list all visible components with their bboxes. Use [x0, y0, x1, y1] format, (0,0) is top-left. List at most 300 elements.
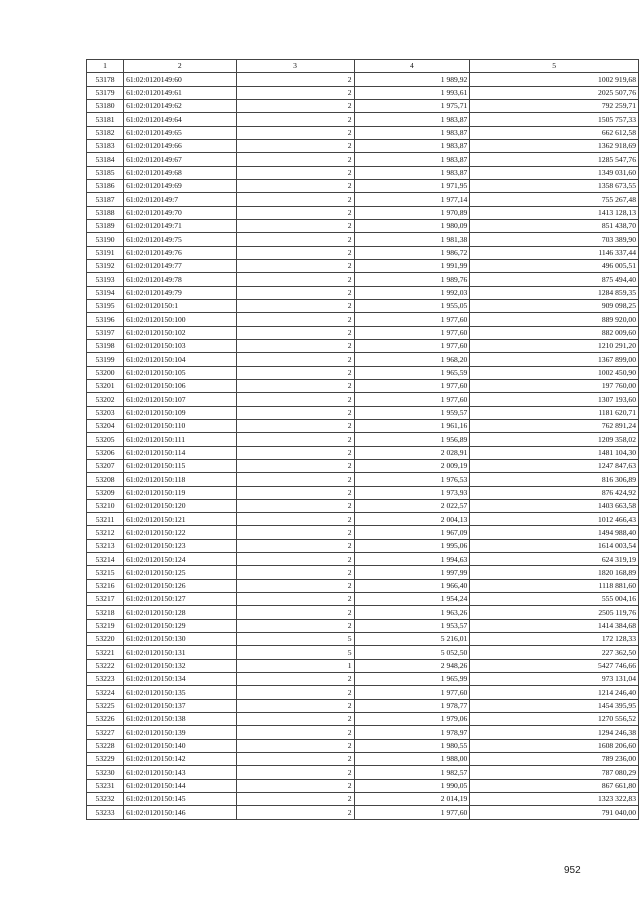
column-3-value-cell: 2: [236, 513, 354, 526]
column-4-value-cell: 1 997,99: [354, 566, 470, 579]
row-number-cell: 53232: [87, 793, 124, 806]
cadastral-number-cell: 61:02:0120150:105: [124, 366, 236, 379]
column-5-value-cell: 1118 881,60: [470, 579, 639, 592]
column-4-value-cell: 1 977,60: [354, 313, 470, 326]
cadastral-number-cell: 61:02:0120149:77: [124, 259, 236, 272]
table-row: [87, 579, 639, 592]
table-row: [87, 659, 639, 672]
row-number-cell: 53220: [87, 633, 124, 646]
column-5-value-cell: 1608 206,60: [470, 739, 639, 752]
cadastral-number-cell: 61:02:0120149:65: [124, 126, 236, 139]
table-body: [87, 73, 639, 819]
column-5-value-cell: 851 438,70: [470, 219, 639, 232]
row-number-cell: 53204: [87, 419, 124, 432]
row-number-cell: 53179: [87, 86, 124, 99]
cadastral-number-cell: 61:02:0120149:61: [124, 86, 236, 99]
column-3-value-cell: 2: [236, 753, 354, 766]
row-number-cell: 53194: [87, 286, 124, 299]
column-3-value-cell: 2: [236, 86, 354, 99]
column-3-value-cell: 2: [236, 593, 354, 606]
row-number-cell: 53200: [87, 366, 124, 379]
table-row: [87, 619, 639, 632]
column-5-value-cell: 1270 556,52: [470, 713, 639, 726]
column-3-value-cell: 2: [236, 539, 354, 552]
row-number-cell: 53231: [87, 779, 124, 792]
column-4-value-cell: 1 995,06: [354, 539, 470, 552]
cadastral-number-cell: 61:02:0120149:7: [124, 193, 236, 206]
column-5-value-cell: 1210 291,20: [470, 339, 639, 352]
column-3-value-cell: 2: [236, 459, 354, 472]
table-row: [87, 406, 639, 419]
cadastral-number-cell: 61:02:0120150:145: [124, 793, 236, 806]
table-row: [87, 753, 639, 766]
column-5-value-cell: 816 306,89: [470, 473, 639, 486]
row-number-cell: 53186: [87, 179, 124, 192]
table-row: [87, 446, 639, 459]
cadastral-number-cell: 61:02:0120150:139: [124, 726, 236, 739]
column-5-value-cell: 197 760,00: [470, 379, 639, 392]
cadastral-number-cell: 61:02:0120150:124: [124, 553, 236, 566]
column-4-value-cell: 1 986,72: [354, 246, 470, 259]
column-4-value-cell: 1 983,87: [354, 166, 470, 179]
column-4-value-cell: 1 966,40: [354, 579, 470, 592]
cadastral-number-cell: 61:02:0120150:130: [124, 633, 236, 646]
table-row: [87, 499, 639, 512]
column-3-value-cell: 1: [236, 659, 354, 672]
column-3-value-cell: 2: [236, 286, 354, 299]
row-number-cell: 53211: [87, 513, 124, 526]
column-3-value-cell: 2: [236, 299, 354, 312]
column-5-value-cell: 1214 246,40: [470, 686, 639, 699]
column-5-value-cell: 1820 168,89: [470, 566, 639, 579]
header-row: [87, 60, 639, 73]
table-header: [87, 60, 639, 73]
column-5-value-cell: 1146 337,44: [470, 246, 639, 259]
row-number-cell: 53190: [87, 233, 124, 246]
column-4-value-cell: 1 955,05: [354, 299, 470, 312]
cadastral-number-cell: 61:02:0120150:118: [124, 473, 236, 486]
cadastral-number-cell: 61:02:0120149:64: [124, 113, 236, 126]
column-4-value-cell: 1 965,99: [354, 673, 470, 686]
cadastral-number-cell: 61:02:0120150:102: [124, 326, 236, 339]
table-row: [87, 326, 639, 339]
table-row: [87, 139, 639, 152]
column-4-value-cell: 1 978,77: [354, 699, 470, 712]
column-3-value-cell: 2: [236, 126, 354, 139]
table-row: [87, 526, 639, 539]
row-number-cell: 53184: [87, 153, 124, 166]
cadastral-number-cell: 61:02:0120149:68: [124, 166, 236, 179]
row-number-cell: 53189: [87, 219, 124, 232]
row-number-cell: 53222: [87, 659, 124, 672]
cadastral-number-cell: 61:02:0120150:143: [124, 766, 236, 779]
column-3-value-cell: 2: [236, 233, 354, 246]
column-5-value-cell: 1307 193,60: [470, 393, 639, 406]
column-4-value-cell: 1 983,87: [354, 126, 470, 139]
row-number-cell: 53201: [87, 379, 124, 392]
column-5-value-cell: 792 259,71: [470, 99, 639, 112]
table-row: [87, 286, 639, 299]
row-number-cell: 53219: [87, 619, 124, 632]
cadastral-number-cell: 61:02:0120150:132: [124, 659, 236, 672]
column-5-value-cell: 889 920,00: [470, 313, 639, 326]
row-number-cell: 53221: [87, 646, 124, 659]
cadastral-number-cell: 61:02:0120150:123: [124, 539, 236, 552]
column-4-value-cell: 1 977,60: [354, 686, 470, 699]
column-3-value-cell: 2: [236, 499, 354, 512]
table-row: [87, 113, 639, 126]
column-4-value-cell: 1 970,89: [354, 206, 470, 219]
table-row: [87, 273, 639, 286]
column-5-value-cell: 703 389,90: [470, 233, 639, 246]
row-number-cell: 53188: [87, 206, 124, 219]
column-5-value-cell: 1349 031,60: [470, 166, 639, 179]
cadastral-number-cell: 61:02:0120150:140: [124, 739, 236, 752]
column-4-value-cell: 1 965,59: [354, 366, 470, 379]
column-3-value-cell: 2: [236, 339, 354, 352]
column-3-value-cell: 2: [236, 686, 354, 699]
cadastral-number-cell: 61:02:0120150:111: [124, 433, 236, 446]
column-3-value-cell: 2: [236, 579, 354, 592]
column-4-value-cell: 2 022,57: [354, 499, 470, 512]
column-3-value-cell: 5: [236, 646, 354, 659]
row-number-cell: 53226: [87, 713, 124, 726]
column-4-value-cell: 1 981,38: [354, 233, 470, 246]
column-5-value-cell: 1454 395,95: [470, 699, 639, 712]
column-5-value-cell: 172 128,33: [470, 633, 639, 646]
row-number-cell: 53192: [87, 259, 124, 272]
column-4-value-cell: 1 977,60: [354, 326, 470, 339]
table-row: [87, 766, 639, 779]
data-table: [86, 59, 639, 820]
column-4-value-cell: 1 977,60: [354, 379, 470, 392]
column-5-value-cell: 1209 358,02: [470, 433, 639, 446]
column-5-value-cell: 1012 466,43: [470, 513, 639, 526]
row-number-cell: 53207: [87, 459, 124, 472]
column-4-value-cell: 1 988,00: [354, 753, 470, 766]
row-number-cell: 53206: [87, 446, 124, 459]
column-4-value-cell: 1 973,93: [354, 486, 470, 499]
table-row: [87, 366, 639, 379]
column-4-value-cell: 1 990,05: [354, 779, 470, 792]
column-5-value-cell: 1481 104,30: [470, 446, 639, 459]
column-3-value-cell: 2: [236, 259, 354, 272]
table-row: [87, 593, 639, 606]
cadastral-number-cell: 61:02:0120150:146: [124, 806, 236, 819]
table-row: [87, 193, 639, 206]
table-row: [87, 126, 639, 139]
table-row: [87, 179, 639, 192]
cadastral-number-cell: 61:02:0120150:121: [124, 513, 236, 526]
row-number-cell: 53182: [87, 126, 124, 139]
column-3-value-cell: 2: [236, 326, 354, 339]
table-row: [87, 233, 639, 246]
column-5-value-cell: 1614 003,54: [470, 539, 639, 552]
column-5-value-cell: 496 005,51: [470, 259, 639, 272]
column-4-value-cell: 2 948,26: [354, 659, 470, 672]
column-5-value-cell: 1362 918,69: [470, 139, 639, 152]
column-4-value-cell: 1 963,26: [354, 606, 470, 619]
table-row: [87, 433, 639, 446]
table-row: [87, 486, 639, 499]
row-number-cell: 53180: [87, 99, 124, 112]
column-5-value-cell: 662 612,58: [470, 126, 639, 139]
row-number-cell: 53225: [87, 699, 124, 712]
column-4-value-cell: 1 977,60: [354, 806, 470, 819]
cadastral-number-cell: 61:02:0120149:70: [124, 206, 236, 219]
table-row: [87, 393, 639, 406]
cadastral-number-cell: 61:02:0120150:134: [124, 673, 236, 686]
table-row: [87, 219, 639, 232]
column-3-value-cell: 2: [236, 113, 354, 126]
column-4-value-cell: 2 014,19: [354, 793, 470, 806]
row-number-cell: 53208: [87, 473, 124, 486]
cadastral-number-cell: 61:02:0120150:144: [124, 779, 236, 792]
column-4-value-cell: 1 983,87: [354, 113, 470, 126]
column-5-value-cell: 1413 128,13: [470, 206, 639, 219]
column-3-value-cell: 2: [236, 273, 354, 286]
column-4-value-cell: 1 980,55: [354, 739, 470, 752]
row-number-cell: 53224: [87, 686, 124, 699]
column-5-value-cell: 1414 384,68: [470, 619, 639, 632]
column-5-value-cell: 791 040,00: [470, 806, 639, 819]
cadastral-number-cell: 61:02:0120149:75: [124, 233, 236, 246]
header-cell-5: 5: [470, 60, 639, 73]
column-3-value-cell: 2: [236, 99, 354, 112]
row-number-cell: 53210: [87, 499, 124, 512]
row-number-cell: 53187: [87, 193, 124, 206]
column-5-value-cell: 624 319,19: [470, 553, 639, 566]
column-4-value-cell: 2 028,91: [354, 446, 470, 459]
row-number-cell: 53230: [87, 766, 124, 779]
cadastral-number-cell: 61:02:0120150:126: [124, 579, 236, 592]
column-3-value-cell: 2: [236, 699, 354, 712]
column-3-value-cell: 2: [236, 713, 354, 726]
column-5-value-cell: 1323 322,83: [470, 793, 639, 806]
column-3-value-cell: 2: [236, 486, 354, 499]
column-4-value-cell: 5 216,01: [354, 633, 470, 646]
column-3-value-cell: 2: [236, 806, 354, 819]
column-3-value-cell: 2: [236, 433, 354, 446]
cadastral-number-cell: 61:02:0120150:120: [124, 499, 236, 512]
table-row: [87, 566, 639, 579]
table-row: [87, 806, 639, 819]
row-number-cell: 53214: [87, 553, 124, 566]
column-5-value-cell: 789 236,00: [470, 753, 639, 766]
header-cell-1: 1: [87, 60, 124, 73]
table-row: [87, 313, 639, 326]
cadastral-number-cell: 61:02:0120149:67: [124, 153, 236, 166]
table-row: [87, 539, 639, 552]
cadastral-number-cell: 61:02:0120150:115: [124, 459, 236, 472]
column-4-value-cell: 1 977,60: [354, 339, 470, 352]
table-row: [87, 699, 639, 712]
cadastral-number-cell: 61:02:0120150:138: [124, 713, 236, 726]
column-4-value-cell: 5 052,50: [354, 646, 470, 659]
column-3-value-cell: 2: [236, 793, 354, 806]
row-number-cell: 53178: [87, 73, 124, 86]
cadastral-number-cell: 61:02:0120150:128: [124, 606, 236, 619]
row-number-cell: 53197: [87, 326, 124, 339]
column-5-value-cell: 1285 547,76: [470, 153, 639, 166]
column-4-value-cell: 2 004,13: [354, 513, 470, 526]
row-number-cell: 53228: [87, 739, 124, 752]
cadastral-number-cell: 61:02:0120149:62: [124, 99, 236, 112]
column-5-value-cell: 227 362,50: [470, 646, 639, 659]
column-3-value-cell: 2: [236, 726, 354, 739]
column-3-value-cell: 2: [236, 619, 354, 632]
column-4-value-cell: 1 993,61: [354, 86, 470, 99]
row-number-cell: 53199: [87, 353, 124, 366]
column-3-value-cell: 2: [236, 446, 354, 459]
table-row: [87, 686, 639, 699]
table-row: [87, 73, 639, 86]
row-number-cell: 53212: [87, 526, 124, 539]
column-4-value-cell: 1 994,63: [354, 553, 470, 566]
column-4-value-cell: 1 983,87: [354, 153, 470, 166]
column-4-value-cell: 2 009,19: [354, 459, 470, 472]
column-3-value-cell: 2: [236, 379, 354, 392]
column-3-value-cell: 2: [236, 179, 354, 192]
column-3-value-cell: 2: [236, 366, 354, 379]
column-5-value-cell: 555 004,16: [470, 593, 639, 606]
column-3-value-cell: 2: [236, 553, 354, 566]
column-5-value-cell: 1294 246,38: [470, 726, 639, 739]
cadastral-number-cell: 61:02:0120149:69: [124, 179, 236, 192]
column-3-value-cell: 2: [236, 473, 354, 486]
table-row: [87, 246, 639, 259]
cadastral-number-cell: 61:02:0120150:104: [124, 353, 236, 366]
header-cell-4: 4: [354, 60, 470, 73]
header-cell-3: 3: [236, 60, 354, 73]
row-number-cell: 53185: [87, 166, 124, 179]
column-4-value-cell: 1 968,20: [354, 353, 470, 366]
column-4-value-cell: 1 979,06: [354, 713, 470, 726]
cadastral-number-cell: 61:02:0120150:1: [124, 299, 236, 312]
column-3-value-cell: 2: [236, 153, 354, 166]
cadastral-number-cell: 61:02:0120150:142: [124, 753, 236, 766]
cadastral-number-cell: 61:02:0120150:129: [124, 619, 236, 632]
table-row: [87, 646, 639, 659]
table-row: [87, 633, 639, 646]
column-4-value-cell: 1 980,09: [354, 219, 470, 232]
column-4-value-cell: 1 975,71: [354, 99, 470, 112]
table-row: [87, 473, 639, 486]
column-4-value-cell: 1 954,24: [354, 593, 470, 606]
table-row: [87, 166, 639, 179]
cadastral-number-cell: 61:02:0120150:107: [124, 393, 236, 406]
column-3-value-cell: 2: [236, 739, 354, 752]
cadastral-number-cell: 61:02:0120149:78: [124, 273, 236, 286]
column-4-value-cell: 1 982,57: [354, 766, 470, 779]
table-row: [87, 513, 639, 526]
table-row: [87, 779, 639, 792]
column-5-value-cell: 867 661,80: [470, 779, 639, 792]
cadastral-number-cell: 61:02:0120150:100: [124, 313, 236, 326]
table-row: [87, 459, 639, 472]
row-number-cell: 53196: [87, 313, 124, 326]
row-number-cell: 53223: [87, 673, 124, 686]
column-4-value-cell: 1 967,09: [354, 526, 470, 539]
table-row: [87, 606, 639, 619]
column-5-value-cell: 2025 507,76: [470, 86, 639, 99]
column-5-value-cell: 875 494,40: [470, 273, 639, 286]
column-3-value-cell: 2: [236, 206, 354, 219]
table-row: [87, 379, 639, 392]
column-3-value-cell: 2: [236, 313, 354, 326]
header-cell-2: 2: [124, 60, 236, 73]
column-3-value-cell: 2: [236, 246, 354, 259]
table-row: [87, 259, 639, 272]
cadastral-number-cell: 61:02:0120150:119: [124, 486, 236, 499]
row-number-cell: 53193: [87, 273, 124, 286]
row-number-cell: 53191: [87, 246, 124, 259]
column-5-value-cell: 1367 899,00: [470, 353, 639, 366]
row-number-cell: 53198: [87, 339, 124, 352]
cadastral-number-cell: 61:02:0120150:122: [124, 526, 236, 539]
cadastral-number-cell: 61:02:0120150:137: [124, 699, 236, 712]
column-5-value-cell: 5427 746,66: [470, 659, 639, 672]
cadastral-number-cell: 61:02:0120149:60: [124, 73, 236, 86]
page-number: 952: [564, 865, 581, 876]
column-3-value-cell: 2: [236, 166, 354, 179]
table-row: [87, 99, 639, 112]
row-number-cell: 53216: [87, 579, 124, 592]
table-row: [87, 726, 639, 739]
row-number-cell: 53205: [87, 433, 124, 446]
cadastral-number-cell: 61:02:0120150:131: [124, 646, 236, 659]
table-row: [87, 419, 639, 432]
column-3-value-cell: 2: [236, 353, 354, 366]
cadastral-number-cell: 61:02:0120149:66: [124, 139, 236, 152]
column-4-value-cell: 1 953,57: [354, 619, 470, 632]
column-5-value-cell: 1002 919,68: [470, 73, 639, 86]
column-3-value-cell: 5: [236, 633, 354, 646]
row-number-cell: 53215: [87, 566, 124, 579]
cadastral-number-cell: 61:02:0120150:103: [124, 339, 236, 352]
row-number-cell: 53195: [87, 299, 124, 312]
column-4-value-cell: 1 992,03: [354, 286, 470, 299]
cadastral-number-cell: 61:02:0120150:109: [124, 406, 236, 419]
column-5-value-cell: 755 267,48: [470, 193, 639, 206]
column-5-value-cell: 787 080,29: [470, 766, 639, 779]
column-4-value-cell: 1 989,76: [354, 273, 470, 286]
row-number-cell: 53218: [87, 606, 124, 619]
column-5-value-cell: 1002 450,90: [470, 366, 639, 379]
row-number-cell: 53203: [87, 406, 124, 419]
column-5-value-cell: 1284 859,35: [470, 286, 639, 299]
row-number-cell: 53183: [87, 139, 124, 152]
row-number-cell: 53227: [87, 726, 124, 739]
table-row: [87, 339, 639, 352]
column-5-value-cell: 2505 119,76: [470, 606, 639, 619]
column-3-value-cell: 2: [236, 673, 354, 686]
column-4-value-cell: 1 959,57: [354, 406, 470, 419]
column-5-value-cell: 762 891,24: [470, 419, 639, 432]
column-3-value-cell: 2: [236, 766, 354, 779]
table-row: [87, 299, 639, 312]
row-number-cell: 53213: [87, 539, 124, 552]
table-row: [87, 353, 639, 366]
column-5-value-cell: 909 098,25: [470, 299, 639, 312]
table-row: [87, 713, 639, 726]
row-number-cell: 53202: [87, 393, 124, 406]
column-4-value-cell: 1 983,87: [354, 139, 470, 152]
table-row: [87, 553, 639, 566]
table-row: [87, 739, 639, 752]
row-number-cell: 53229: [87, 753, 124, 766]
cadastral-number-cell: 61:02:0120149:79: [124, 286, 236, 299]
